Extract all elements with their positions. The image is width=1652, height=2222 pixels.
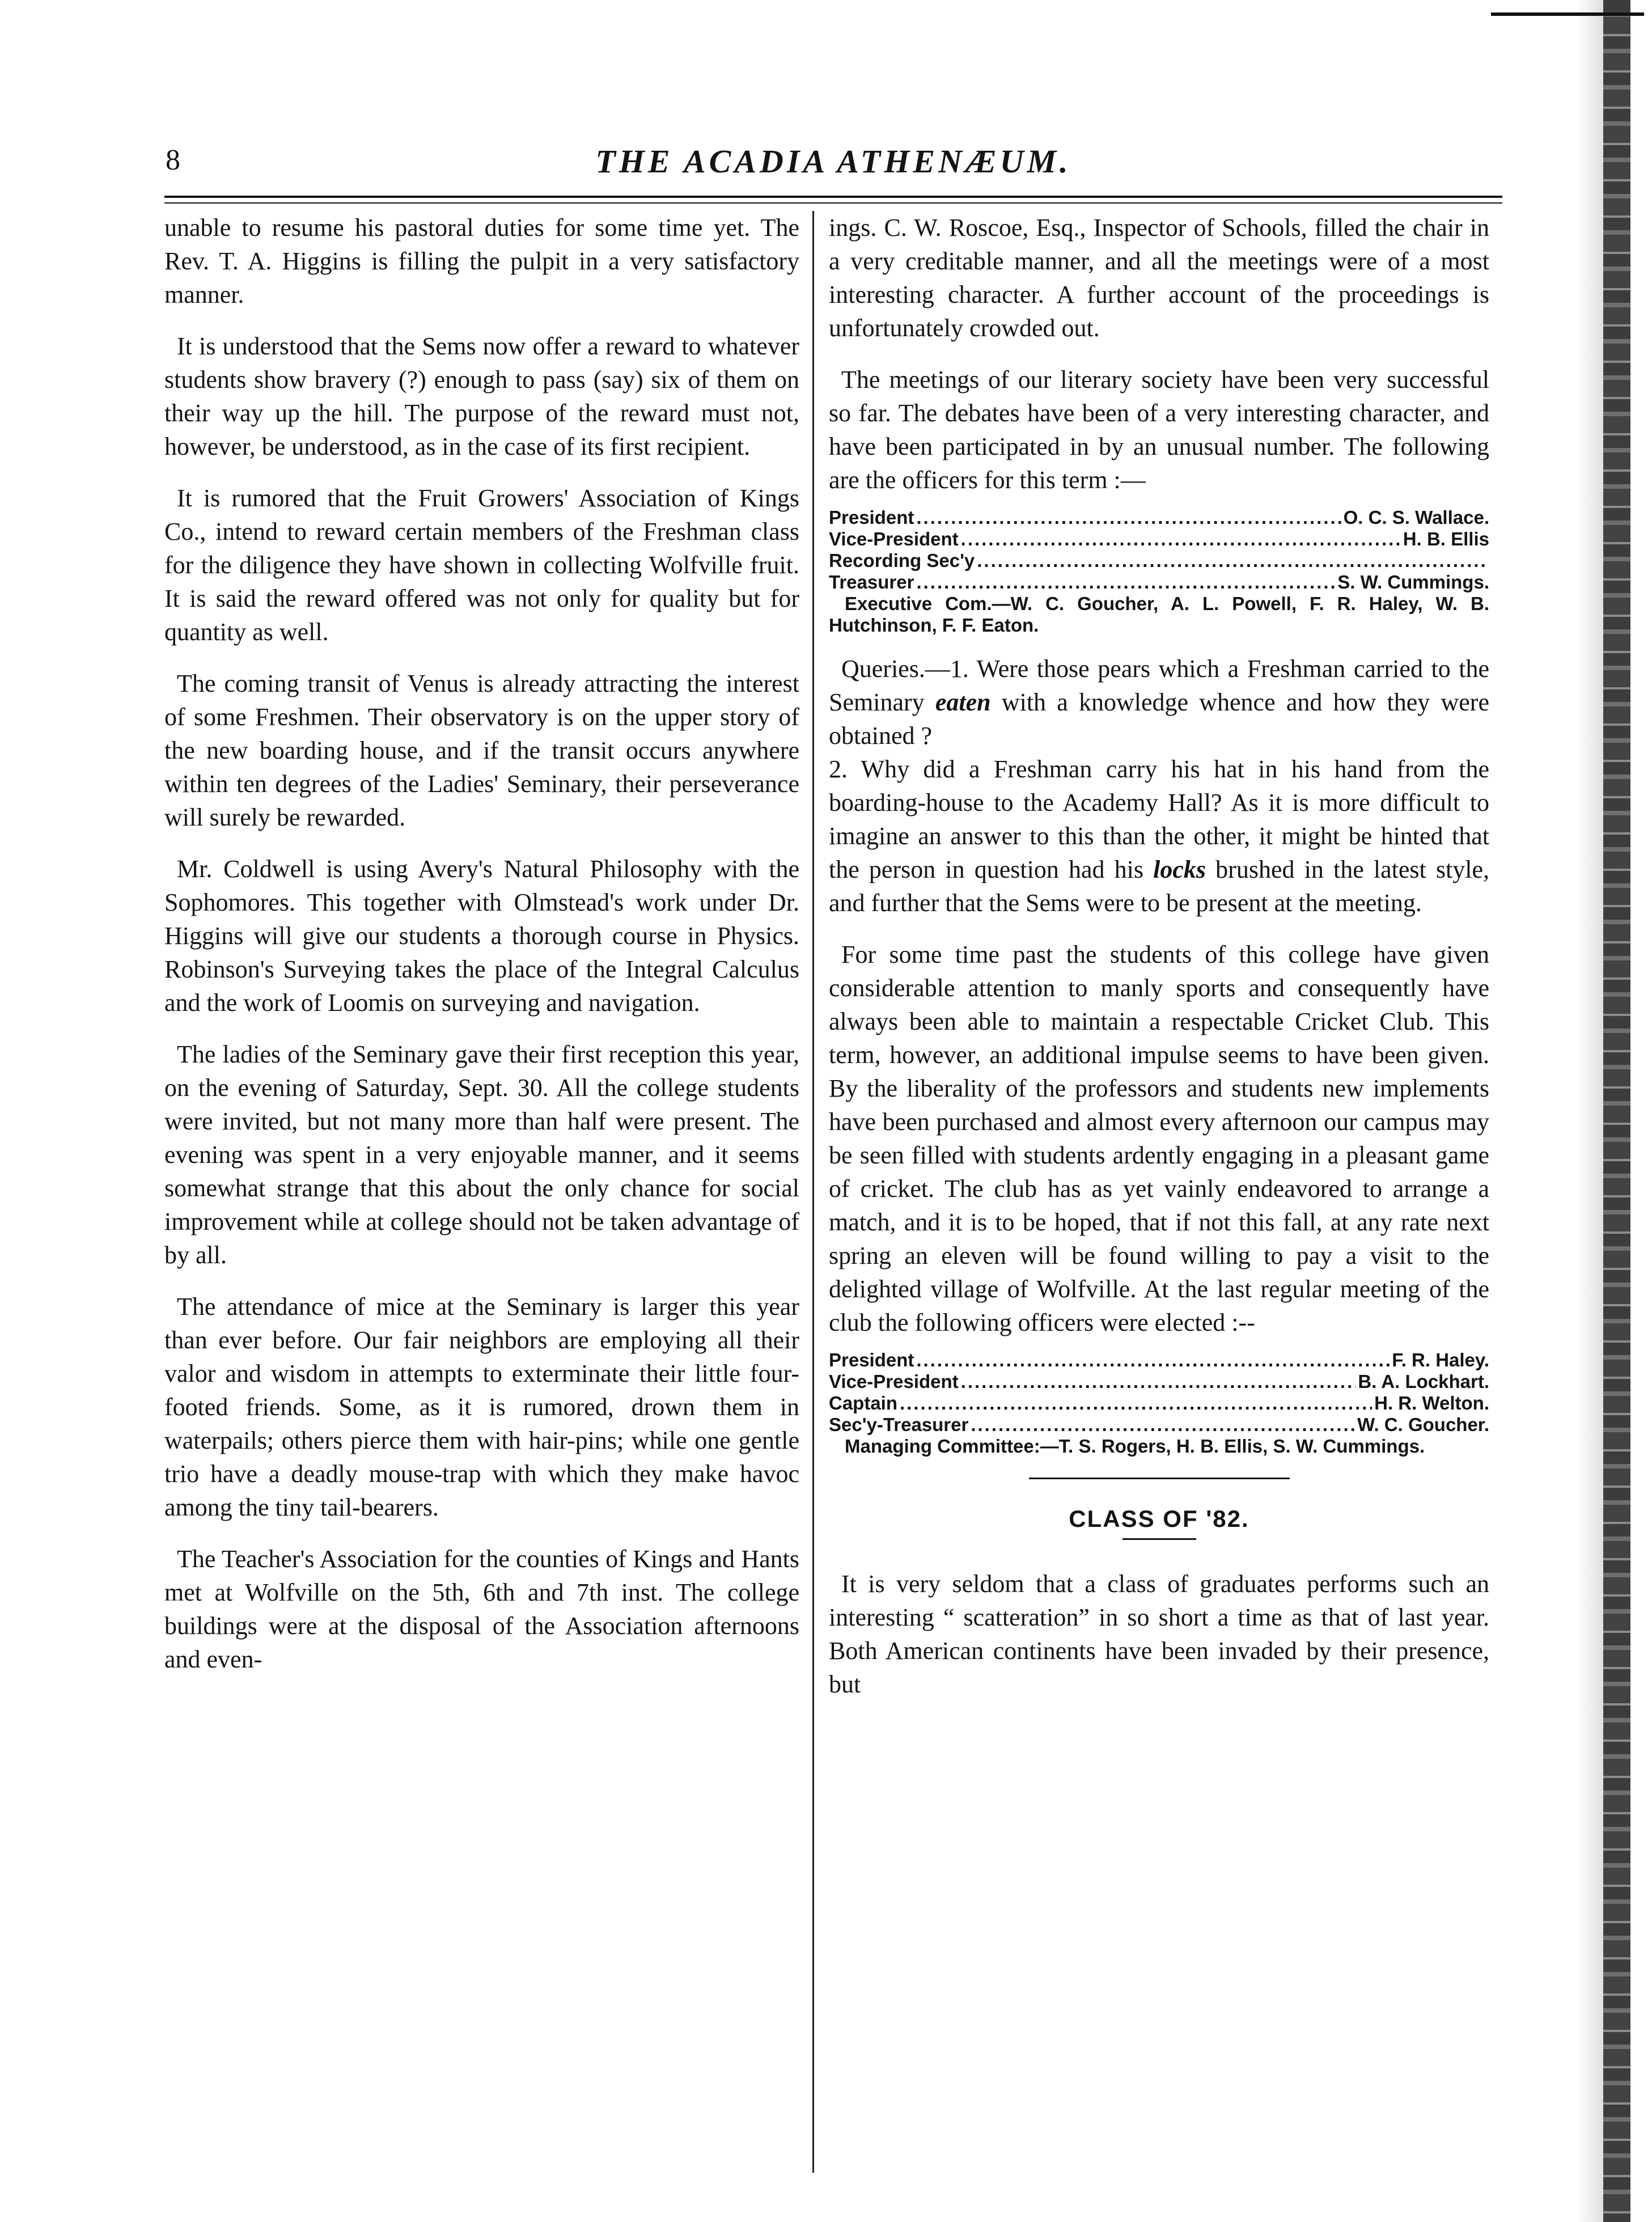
page-edge-shadow <box>1576 0 1603 2222</box>
dot-leader <box>961 1371 1356 1393</box>
paragraph-sems-reward: It is understood that the Sems now offer a reward to whatever students show bravery (?) enough to pass (say) six of them on their way up the hill. The purpose of the reward must not, however, be understood, as in the case of its first recipient. <box>164 332 799 460</box>
queries-1-text: Queries.—1. Were those pears which a Freshman carried to the Seminary <box>829 655 1489 716</box>
dot-leader <box>916 1349 1390 1371</box>
paragraph-seminary-reception: The ladies of the Seminary gave their first reception this year, on the evening of Saturday, Sept. 30. All the college students were invited, but not many more than half were present. The evening was spent in a very enjoyable manner, and it seems somewhat strange that this about the only chance for social improvement while at college should not be taken advantage of by all. <box>164 1040 799 1269</box>
paragraph-queries-1 <box>829 652 1489 920</box>
dot-leader <box>961 528 1401 550</box>
officer-role: Vice-President <box>829 528 959 549</box>
paragraph-transit-of-venus: The coming transit of Venus is already attracting the interest of some Freshmen. Their observatory is on the upper story of the new boarding house, and if the transit occurs anywhere within ten degrees of the Ladies' Seminary, their perseverance will surely be rewarded. <box>164 670 799 831</box>
paragraph-cricket-club: For some time past the students of this college have given considerable attention to manly sports and consequently have always been able to maintain a respectable Cricket Club. This term, however, an additional impulse seems to have been given. By the liberality of the professors and students new implements have been purchased and almost every afternoon our campus may be seen filled with students ardently engaging in a pleasant game of cricket. The club has as yet vainly endeavored to arrange a match, and it is to be hoped, that if not this fall, at any rate next spring an eleven will be found willing to pay a visit to the delighted village of Wolfville. At the last regular meeting of the club the following officers were elected :-- <box>829 941 1489 1336</box>
queries-2-emphasis: locks <box>1153 856 1206 883</box>
queries-2-text: 2. Why did a Freshman carry his hat in his hand from the boarding-house to the Academy Hall? As it is more difficult to imagine an answer to this than the other, it might be hinted that the person in question had his <box>829 755 1489 883</box>
officer-name: H. B. Ellis <box>1403 528 1489 549</box>
officer-row <box>829 1371 1489 1393</box>
section-rule <box>1029 1478 1290 1479</box>
queries-1-text-end: with a knowledge whence and how they were obtained ? <box>829 688 1489 750</box>
officer-row <box>829 550 1489 572</box>
right-column <box>829 211 1489 1719</box>
society-officers-list <box>829 507 1489 636</box>
section-rule-short <box>1122 1538 1196 1540</box>
officer-row <box>829 507 1489 528</box>
header-rule <box>164 196 1502 198</box>
officer-role: Sec'y-Treasurer <box>829 1414 969 1435</box>
page-header <box>164 139 1502 193</box>
officer-row <box>829 1349 1489 1371</box>
paragraph-class-of-82: It is very seldom that a class of graduates performs such an interesting “ scatteration” in so short a time as that of last year. Both American continents have been invaded by their presence, but <box>829 1570 1489 1698</box>
officer-role: President <box>829 1349 914 1370</box>
binding-edge <box>1603 0 1630 2222</box>
section-title: CLASS OF '82. <box>1069 1505 1249 1532</box>
club-officers-list <box>829 1349 1489 1457</box>
paragraph-physics-course: Mr. Coldwell is using Avery's Natural Philosophy with the Sophomores. This together with Olmstead's work under Dr. Higgins will give our students a thorough course in Physics. Robinson's Surveying takes the place of the Integral Calculus and the work of Loomis on surveying and navigation. <box>164 855 799 1017</box>
officer-name: F. R. Haley. <box>1392 1349 1489 1370</box>
officer-name: W. C. Goucher. <box>1357 1414 1489 1435</box>
officer-name: B. A. Lockhart. <box>1358 1371 1489 1392</box>
dot-leader <box>977 550 1487 572</box>
queries-1-emphasis: eaten <box>935 688 991 716</box>
paragraph-fruit-growers: It is rumored that the Fruit Growers' Association of Kings Co., intend to reward certain members of the Freshman class for the diligence they have shown in collecting Wolfville fruit. It is said the reward offered was not only for quality but for quantity as well. <box>164 484 799 646</box>
officer-role: Recording Sec'y <box>829 550 975 571</box>
dot-leader <box>971 1414 1355 1436</box>
managing-committee: Managing Committee:—T. S. Rogers, H. B. Ellis, S. W. Cummings. <box>845 1436 1425 1457</box>
dot-leader <box>900 1393 1372 1414</box>
column-divider <box>812 211 814 2173</box>
officer-role: Captain <box>829 1393 898 1413</box>
officer-row <box>829 1393 1489 1414</box>
paragraph-literary-society: The meetings of our literary society have been very successful so far. The debates have been of a very interesting character, and have been participated in by an unusual number. The following are the officers for this term :— <box>829 366 1489 494</box>
executive-committee: Executive Com.—W. C. Goucher, A. L. Powell, F. R. Haley, W. B. Hutchinson, F. F. Eaton. <box>829 593 1489 636</box>
officer-row <box>829 1414 1489 1436</box>
officer-name: H. R. Welton. <box>1374 1393 1489 1413</box>
dot-leader <box>916 572 1335 593</box>
top-corner-rule <box>1491 12 1644 16</box>
paragraph-pastoral-duties: unable to resume his pastoral duties for some time yet. The Rev. T. A. Higgins is filling the pulpit in a very satisfactory manner. <box>164 214 799 308</box>
officer-name: S. W. Cummings. <box>1337 572 1489 592</box>
officer-name: O. C. S. Wallace. <box>1343 507 1489 528</box>
officer-role: Treasurer <box>829 572 914 592</box>
left-column <box>164 211 799 1694</box>
paragraph-mice: The attendance of mice at the Seminary is larger this year than ever before. Our fair neighbors are employing all their valor and wisdom in attempts to exterminate their little four-footed friends. Some, as it is rumored, drown them in waterpails; others pierce them with hair-pins; while one gentle trio have a deadly mouse-trap with which they make havoc among the tiny tail-bearers. <box>164 1293 799 1521</box>
header-rule-thin <box>164 202 1502 204</box>
paragraph-inspector: ings. C. W. Roscoe, Esq., Inspector of Schools, filled the chair in a very creditable manner, and all the meetings were of a most interesting character. A further account of the proceedings is unfortunately crowded out. <box>829 214 1489 342</box>
officer-role: President <box>829 507 914 528</box>
officer-role: Vice-President <box>829 1371 959 1392</box>
queries-2-text-end: brushed in the latest style, and further that the Sems were to be present at the meeting. <box>829 856 1489 917</box>
officer-row <box>829 572 1489 593</box>
dot-leader <box>916 507 1341 528</box>
paragraph-teachers-association: The Teacher's Association for the counties of Kings and Hants met at Wolfville on the 5th, 6th and 7th inst. The college buildings were at the disposal of the Association afternoons and even- <box>164 1545 799 1673</box>
officer-row <box>829 528 1489 550</box>
page-number: 8 <box>166 144 180 176</box>
journal-title: THE ACADIA ATHENÆUM. <box>595 143 1071 180</box>
